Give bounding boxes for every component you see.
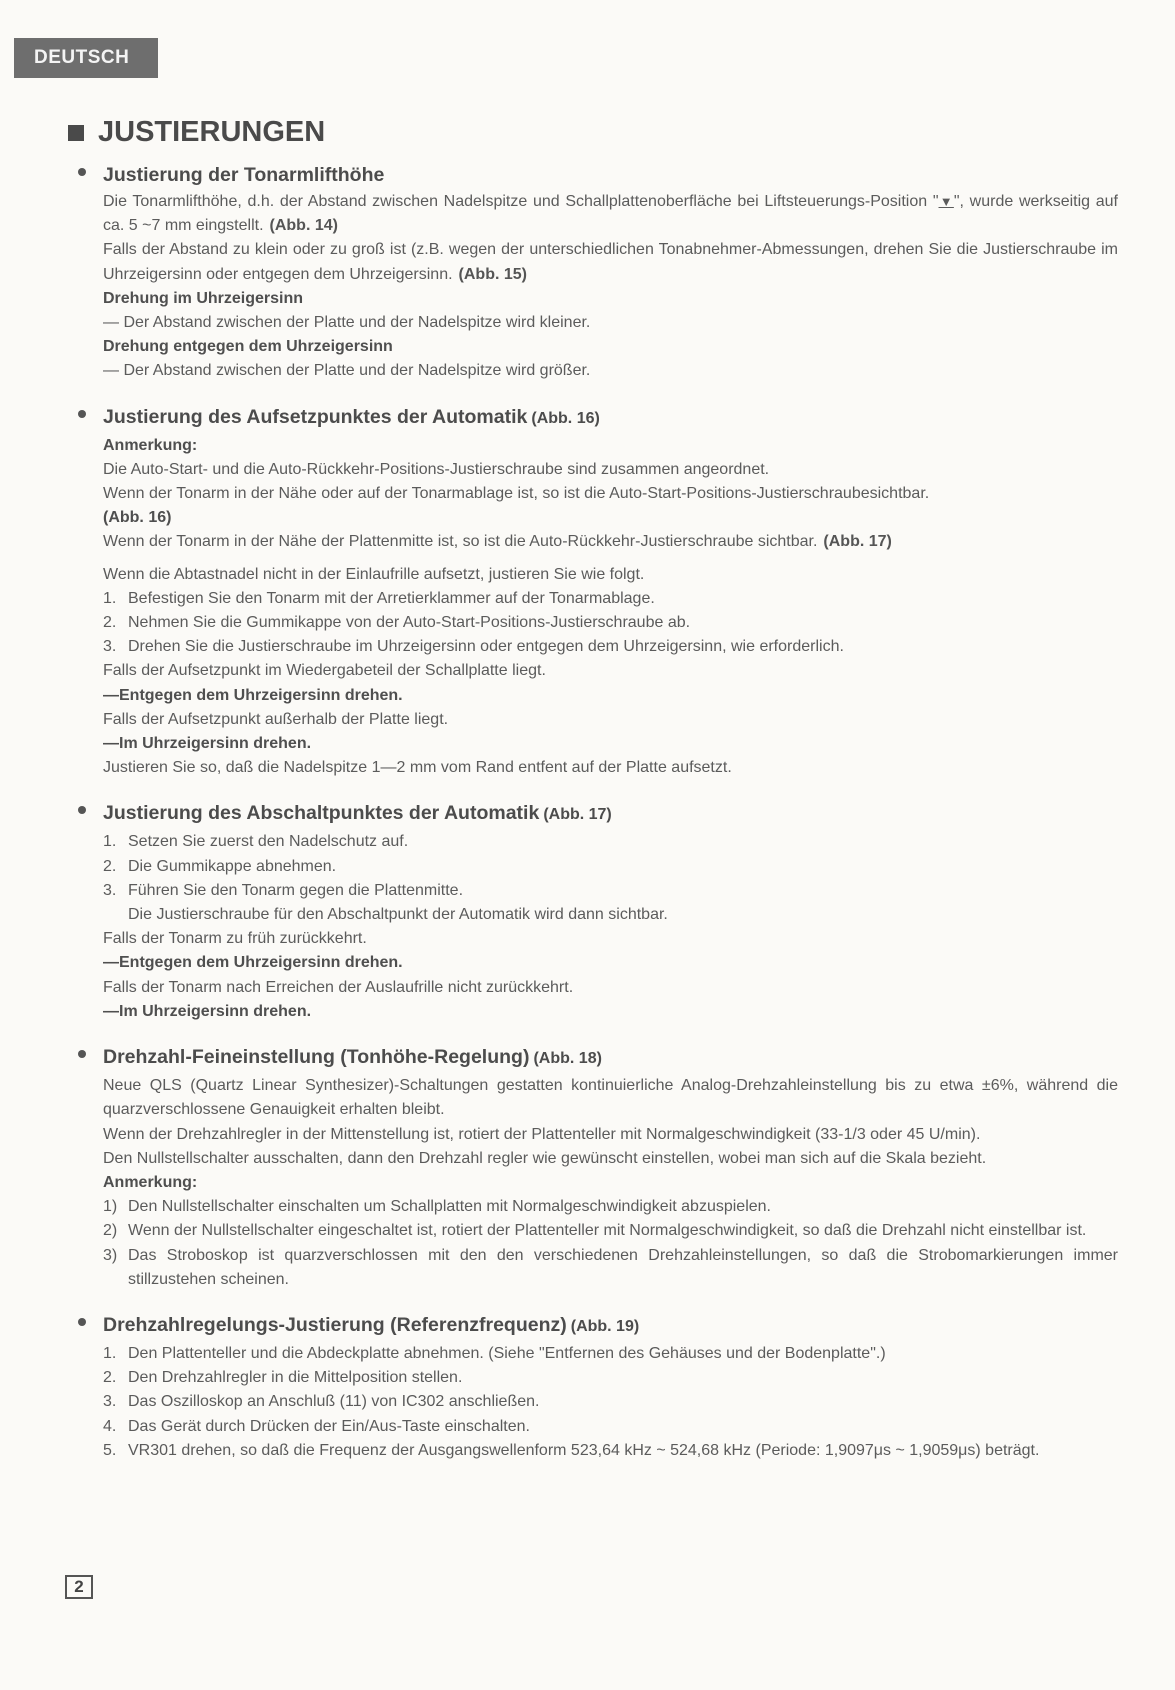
section-heading: Justierung der Tonarmlifthöhe: [103, 164, 385, 186]
list-item: [103, 1195, 1118, 1219]
language-tab: DEUTSCH: [14, 38, 158, 78]
paragraph: [103, 238, 1118, 286]
item-number: 2): [103, 1222, 118, 1240]
paragraph: — Der Abstand zwischen der Platte und der Nadelspitze wird größer.: [103, 362, 591, 380]
paragraph: [103, 482, 1118, 506]
figure-reference: (Abb. 19): [570, 1317, 640, 1335]
section-body: [103, 434, 1118, 781]
item-number: 3.: [103, 638, 117, 656]
figure-reference: (Abb. 14): [269, 217, 338, 235]
list-item: [103, 855, 1118, 879]
item-text: Führen Sie den Tonarm gegen die Plattenmitte.: [128, 881, 464, 899]
paragraph: Neue QLS (Quartz Linear Synthesizer)-Schaltungen gestatten kontinuierliche Analog-Drehzahleinstellung bis zu etwa ±6%, während die quarzverschlossene Genauigkeit erhalten bleibt.: [103, 1077, 1118, 1119]
paragraph: Die Justierschraube für den Abschaltpunkt der Automatik wird dann sichtbar.: [128, 906, 668, 924]
list-item: [103, 1366, 1118, 1390]
bullet-icon: [78, 410, 86, 418]
list-item: [103, 1342, 1118, 1366]
action-text: —Entgegen dem Uhrzeigersinn drehen.: [103, 686, 403, 704]
note-label: Anmerkung:: [103, 436, 198, 454]
item-text: Befestigen Sie den Tonarm mit der Arretierklammer auf der Tonarmablage.: [128, 589, 655, 607]
square-bullet-icon: [68, 125, 84, 141]
action-text: —Entgegen dem Uhrzeigersinn drehen.: [103, 954, 403, 972]
list-item: [103, 830, 1118, 854]
content: [0, 160, 1175, 1463]
paragraph: Den Nullstellschalter ausschalten, dann den Drehzahl regler wie gewünscht einstellen, wobei man sich auf die Skala bezieht.: [103, 1149, 987, 1167]
figure-reference: (Abb. 16): [531, 409, 600, 427]
item-number: 1.: [103, 833, 117, 851]
item-number: 1.: [103, 589, 117, 607]
bullet-icon: [78, 806, 86, 814]
paragraph: Justieren Sie so, daß die Nadelspitze 1—2 mm vom Rand entfent auf der Platte aufsetzt.: [103, 759, 732, 777]
text: Die Tonarmlifthöhe, d.h. der Abstand zwischen Nadelspitze und Schallplattenoberfläche bei Liftsteuerungs-Position ": [103, 193, 939, 210]
lift-down-icon: ▼: [938, 194, 954, 209]
figure-reference: (Abb. 16): [103, 509, 172, 527]
item-number: 1): [103, 1198, 118, 1216]
item-text: VR301 drehen, so daß die Frequenz der Ausgangswellenform 523,64 kHz ~ 524,68 kHz (Periode: 1,9097μs ~ 1,9059μs) beträgt.: [128, 1441, 1040, 1459]
list-item: [103, 635, 1118, 659]
figure-reference: (Abb. 18): [533, 1050, 602, 1068]
item-number: 3.: [103, 1393, 117, 1411]
item-text: Das Oszilloskop an Anschluß (11) von IC302 anschließen.: [128, 1393, 540, 1411]
paragraph: Wenn die Abtastnadel nicht in der Einlaufrille aufsetzt, justieren Sie wie folgt.: [103, 565, 645, 583]
heading-text: Drehzahlregelungs-Justierung (Referenzfrequenz): [103, 1313, 567, 1336]
section-auto-setdown: [78, 402, 1118, 781]
bullet-icon: [78, 168, 86, 176]
item-text: Drehen Sie die Justierschraube im Uhrzeigersinn oder entgegen dem Uhrzeigersinn, wie erforderlich.: [128, 638, 844, 656]
subheading: Drehung entgegen dem Uhrzeigersinn: [103, 338, 393, 356]
paragraph: Falls der Tonarm zu früh zurückkehrt.: [103, 930, 367, 948]
item-text: Nehmen Sie die Gummikappe von der Auto-Start-Positions-Justierschraube ab.: [128, 614, 691, 632]
item-number: 3): [103, 1246, 118, 1264]
figure-reference: (Abb. 15): [458, 265, 527, 283]
section-body: [103, 1074, 1118, 1292]
heading-text: Justierung des Abschaltpunktes der Automatik: [103, 802, 540, 825]
item-number: 2.: [103, 857, 117, 875]
section-speed-reference: [78, 1310, 1118, 1463]
page-number: 2: [65, 1575, 93, 1599]
bullet-icon: [78, 1318, 86, 1326]
paragraph: [103, 530, 1118, 554]
figure-reference: (Abb. 17): [823, 533, 892, 551]
paragraph: Falls der Aufsetzpunkt außerhalb der Platte liegt.: [103, 710, 449, 728]
item-text: Das Stroboskop ist quarzverschlossen mit den den verschiedenen Drehzahleinstellungen, so daß die Strobomarkierungen immer stillzustehen scheinen.: [128, 1246, 1118, 1288]
item-number: 3.: [103, 881, 117, 899]
bullet-icon: [78, 1050, 86, 1058]
item-text: Setzen Sie zuerst den Nadelschutz auf.: [128, 833, 409, 851]
item-text: Den Nullstellschalter einschalten um Schallplatten mit Normalgeschwindigkeit abzuspielen.: [128, 1198, 771, 1216]
item-number: 2.: [103, 1369, 117, 1387]
list-item: [103, 1244, 1118, 1292]
paragraph: — Der Abstand zwischen der Platte und der Nadelspitze wird kleiner.: [103, 314, 591, 332]
note-label: Anmerkung:: [103, 1173, 198, 1191]
paragraph: Falls der Aufsetzpunkt im Wiedergabeteil der Schallplatte liegt.: [103, 662, 546, 680]
page-title: [68, 116, 325, 149]
paragraph: [103, 190, 1118, 238]
item-number: 2.: [103, 614, 117, 632]
item-number: 1.: [103, 1344, 117, 1362]
heading-text: Justierung des Aufsetzpunktes der Automatik: [103, 405, 528, 428]
section-body: [103, 190, 1118, 384]
section-heading: [103, 798, 1118, 830]
section-body: [103, 830, 1118, 1024]
paragraph: Die Auto-Start- und die Auto-Rückkehr-Positions-Justierschraube sind zusammen angeordnet.: [103, 460, 770, 478]
item-text: Die Gummikappe abnehmen.: [128, 857, 337, 875]
action-text: —Im Uhrzeigersinn drehen.: [103, 1002, 312, 1020]
list-item: [103, 1390, 1118, 1414]
paragraph: Falls der Tonarm nach Erreichen der Auslaufrille nicht zurückkehrt.: [103, 978, 574, 996]
item-text: Den Plattenteller und die Abdeckplatte abnehmen. (Siehe "Entfernen des Gehäuses und der Bodenplatte".): [128, 1344, 886, 1362]
heading-text: Drehzahl-Feineinstellung (Tonhöhe-Regelung): [103, 1046, 530, 1069]
item-text: Den Drehzahlregler in die Mittelposition stellen.: [128, 1369, 463, 1387]
section-pitch-control: [78, 1042, 1118, 1292]
subheading: Drehung im Uhrzeigersinn: [103, 289, 304, 307]
list-item: [103, 1439, 1118, 1463]
item-number: 4.: [103, 1417, 117, 1435]
text: Wenn der Tonarm in der Nähe der Plattenmitte ist, so ist die Auto-Rückkehr-Justierschraube sichtbar.: [103, 533, 818, 551]
list-item: [103, 1415, 1118, 1439]
text: ", wurde werkseitig auf ca. 5 ~7 mm eingstellt.: [103, 193, 1119, 235]
action-text: —Im Uhrzeigersinn drehen.: [103, 735, 312, 753]
paragraph: Wenn der Drehzahlregler in der Mittenstellung ist, rotiert der Plattenteller mit Normalgeschwindigkeit (33-1/3 oder 45 U/min).: [103, 1125, 981, 1143]
figure-reference: (Abb. 17): [543, 806, 612, 824]
section-heading: [103, 1310, 1118, 1342]
text: Falls der Abstand zu klein oder zu groß ist (z.B. wegen der unterschiedlichen Tonabnehmer-Abmessungen, drehen Sie die Justierschraube im Uhrzeigersinn oder entgegen dem Uhrzeigersinn.: [103, 241, 1118, 283]
list-item: [103, 611, 1118, 635]
list-item: [103, 1219, 1118, 1243]
section-heading: [103, 402, 1118, 434]
text: Wenn der Tonarm in der Nähe oder auf der Tonarmablage ist, so ist die Auto-Start-Positions-Justierschraubesichtbar.: [103, 485, 930, 503]
page-title-text: JUSTIERUNGEN: [98, 116, 326, 148]
section-heading: [103, 1042, 1118, 1074]
item-number: 5.: [103, 1441, 117, 1459]
list-item: [103, 879, 1118, 903]
section-tonearm-lift: [78, 160, 1118, 384]
item-text: Wenn der Nullstellschalter eingeschaltet ist, rotiert der Plattenteller mit Normalgeschwindigkeit, so daß die Drehzahl nicht einstellbar ist.: [128, 1222, 1087, 1240]
list-item: [103, 587, 1118, 611]
item-text: Das Gerät durch Drücken der Ein/Aus-Taste einschalten.: [128, 1417, 530, 1435]
section-body: [103, 1342, 1118, 1463]
section-auto-return: [78, 798, 1118, 1024]
